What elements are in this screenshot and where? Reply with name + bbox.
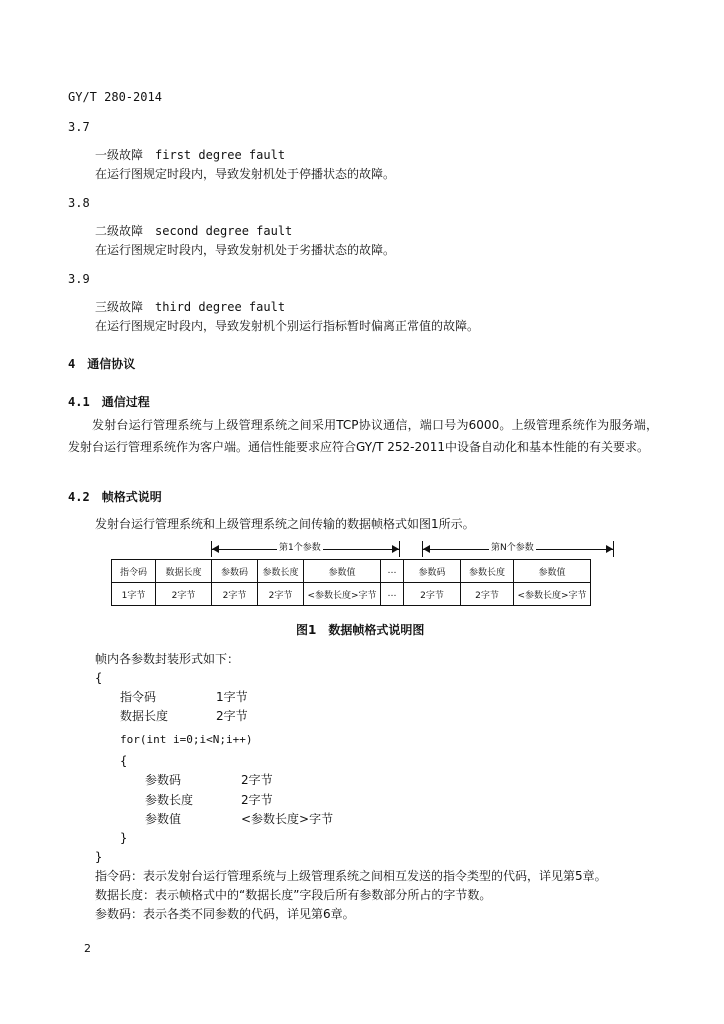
frame-cell: 参数值 xyxy=(304,560,381,583)
frame-cell: 数据长度 xyxy=(156,560,212,583)
span1-end-tick xyxy=(399,541,400,557)
code-close-brace: } xyxy=(95,850,103,864)
frame-cell: 2字节 xyxy=(212,583,258,606)
clause-number: 3.9 xyxy=(68,272,90,286)
definition-data-length: 数据长度：表示帧格式中的“数据长度”字段后所有参数部分所占的字节数。 xyxy=(95,888,492,902)
code-inner-open-brace: { xyxy=(120,754,128,768)
subsection-number: 4.2 xyxy=(68,490,90,504)
frame-format-figure xyxy=(111,541,614,609)
term-entry xyxy=(95,298,285,316)
clause-number: 3.7 xyxy=(68,120,90,134)
term-english: third degree fault xyxy=(155,300,286,314)
frame-cell: <参数长度>字节 xyxy=(304,583,381,606)
section-heading xyxy=(68,355,135,373)
term-definition: 在运行图规定时段内，导致发射机处于劣播状态的故障。 xyxy=(95,243,396,257)
span1-label: 第1个参数 xyxy=(279,543,321,553)
definition-parameter-code: 参数码：表示各类不同参数的代码，详见第6章。 xyxy=(95,907,355,921)
frame-cell: <参数长度>字节 xyxy=(514,583,591,606)
frame-cell: … xyxy=(381,560,404,583)
frame-cell: … xyxy=(381,583,404,606)
clause-number: 3.8 xyxy=(68,196,90,210)
code-field-name: 指令码 xyxy=(120,690,157,704)
span2-end-tick xyxy=(613,541,614,557)
subsection-title: 通信过程 xyxy=(101,395,150,409)
code-field-size: 1字节 xyxy=(216,690,248,704)
frame-header-row xyxy=(112,560,591,583)
frame-cell: 参数码 xyxy=(212,560,258,583)
frame-cell: 指令码 xyxy=(112,560,156,583)
code-field-name: 参数值 xyxy=(145,812,182,826)
frame-cell: 2字节 xyxy=(258,583,304,606)
term-chinese: 二级故障 xyxy=(95,224,144,238)
code-field-name: 参数码 xyxy=(145,773,182,787)
term-definition: 在运行图规定时段内，导致发射机个别运行指标暂时偏离正常值的故障。 xyxy=(95,319,480,333)
subsection-heading xyxy=(68,393,150,411)
code-field-size: 2字节 xyxy=(241,793,273,807)
figure-caption-text: 数据帧格式说明图 xyxy=(328,623,425,637)
span2-right-arrow xyxy=(606,545,613,553)
subsection-heading xyxy=(68,488,162,506)
frame-value-row xyxy=(112,583,591,606)
code-field-name: 参数长度 xyxy=(145,793,194,807)
document-code: GY/T 280-2014 xyxy=(68,90,162,104)
term-english: first degree fault xyxy=(155,148,286,162)
code-field-name: 数据长度 xyxy=(120,709,169,723)
code-inner-close-brace: } xyxy=(120,831,128,845)
paragraph-communication: 发射台运行管理系统与上级管理系统之间采用TCP协议通信，端口号为6000。上级管理系统作为服务端，发射台运行管理系统作为客户端。通信性能要求应符合GY/T 252-2011中设备自动化和基本性能的有关要求。 xyxy=(68,418,658,454)
frame-cell: 2字节 xyxy=(404,583,461,606)
section-number: 4 xyxy=(68,357,76,371)
term-english: second degree fault xyxy=(155,224,293,238)
figure-caption xyxy=(296,621,424,639)
page-number: 2 xyxy=(84,942,91,955)
frame-cell: 2字节 xyxy=(156,583,212,606)
term-entry xyxy=(95,146,285,164)
frame-table xyxy=(111,559,591,606)
subsection-title: 帧格式说明 xyxy=(101,490,162,504)
code-field-size: 2字节 xyxy=(241,773,273,787)
code-intro: 帧内各参数封装形式如下： xyxy=(95,652,240,666)
figure-caption-number: 图1 xyxy=(296,623,317,637)
code-field-size: 2字节 xyxy=(216,709,248,723)
span2-label: 第N个参数 xyxy=(491,543,534,553)
subsection-number: 4.1 xyxy=(68,395,90,409)
frame-cell: 参数码 xyxy=(404,560,461,583)
frame-cell: 1字节 xyxy=(112,583,156,606)
term-definition: 在运行图规定时段内，导致发射机处于停播状态的故障。 xyxy=(95,167,396,181)
frame-cell: 参数长度 xyxy=(258,560,304,583)
term-entry xyxy=(95,222,292,240)
term-chinese: 一级故障 xyxy=(95,148,144,162)
section-title: 通信协议 xyxy=(87,357,136,371)
code-field-size: <参数长度>字节 xyxy=(241,812,334,826)
code-open-brace: { xyxy=(95,671,103,685)
code-loop-statement: for(int i=0;i<N;i++) xyxy=(120,733,253,746)
frame-cell: 2字节 xyxy=(461,583,514,606)
frame-cell: 参数值 xyxy=(514,560,591,583)
figure-intro: 发射台运行管理系统和上级管理系统之间传输的数据帧格式如图1所示。 xyxy=(95,517,475,531)
definition-command-code: 指令码：表示发射台运行管理系统与上级管理系统之间相互发送的指令类型的代码，详见第5章。 xyxy=(95,869,607,883)
term-chinese: 三级故障 xyxy=(95,300,144,314)
span1-right-arrow xyxy=(392,545,399,553)
frame-cell: 参数长度 xyxy=(461,560,514,583)
